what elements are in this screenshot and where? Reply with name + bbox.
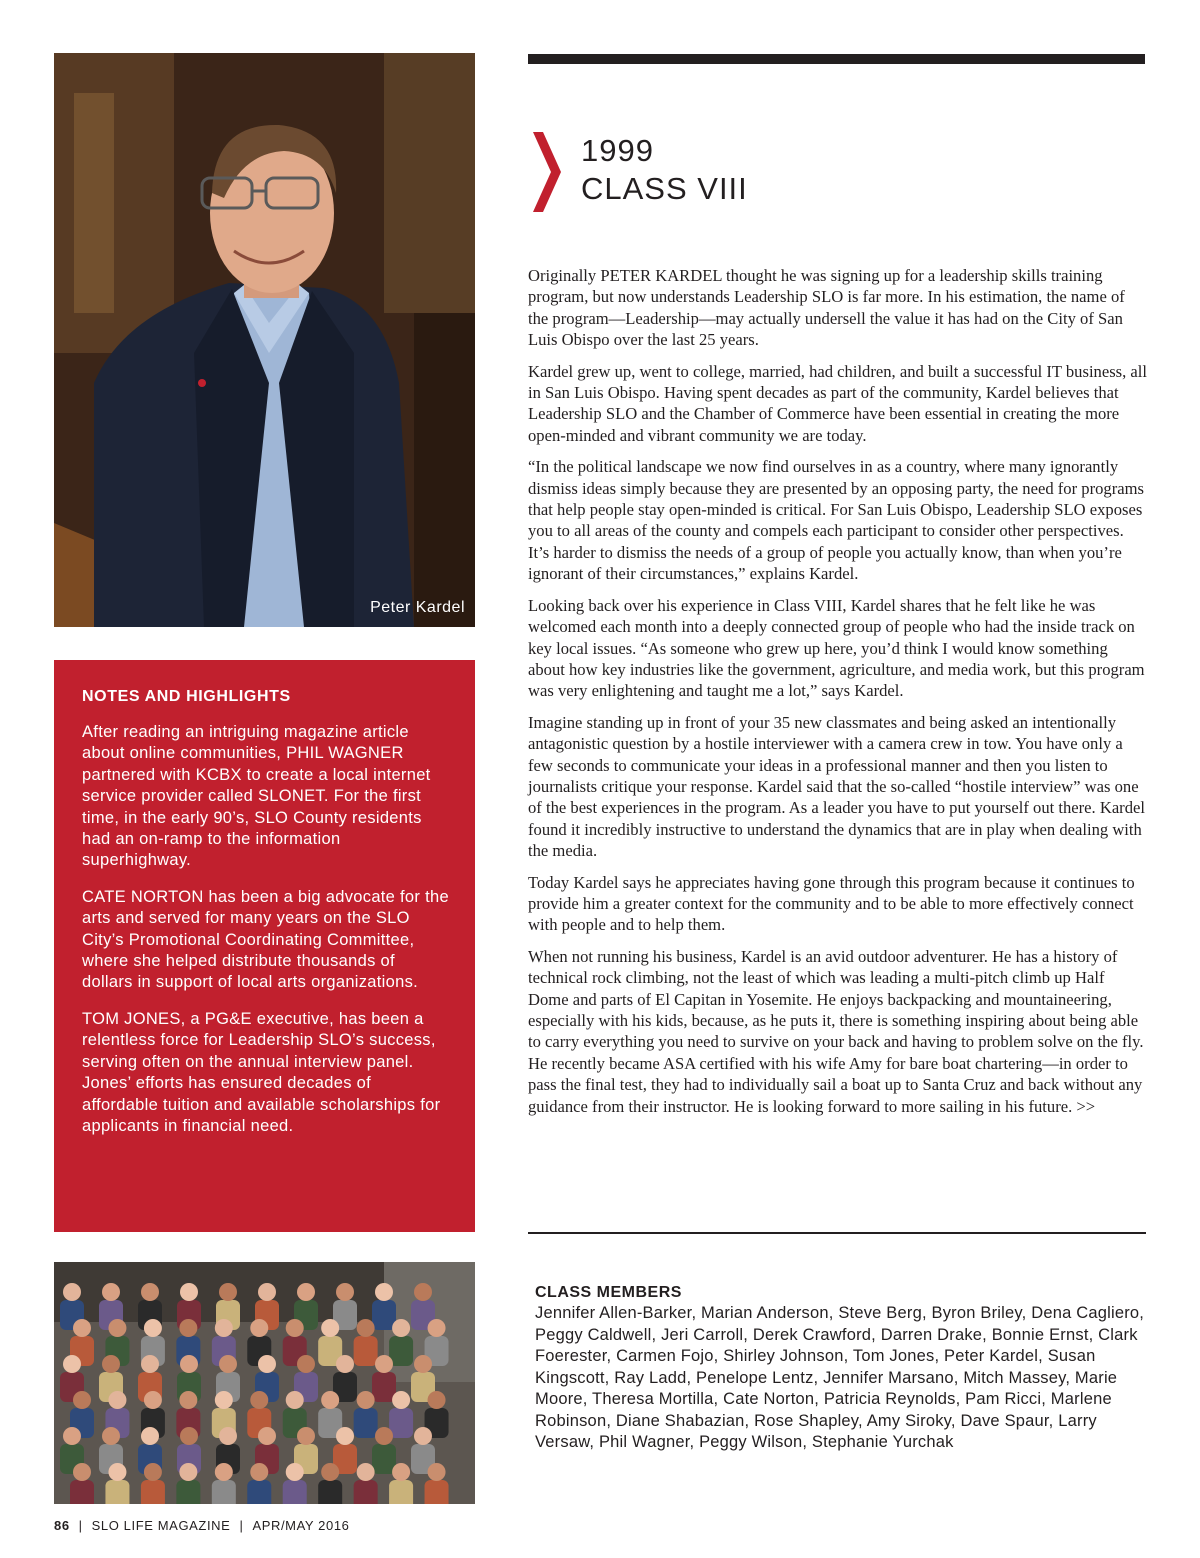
notes-paragraph: After reading an intriguing magazine article about online communities, PHIL WAGNER partnered with KCBX to create a local internet service provider called SLONET. For the first time, in the early 90’s, SLO County residents had an on-ramp to the information superhighway. [82, 723, 431, 870]
article-paragraph: Kardel grew up, went to college, married, had children, and built a successful IT business, all in San Luis Obispo. Having spent decades as part of the community, Kardel believes that Leadership SLO and the Chamber of Commerce have been essential in creating the more open-minded and vibrant community we are today. [528, 361, 1148, 445]
portrait-illustration [54, 53, 475, 627]
group-photo-illustration [54, 1262, 475, 1504]
class-headline [581, 132, 748, 208]
article-paragraph: Originally PETER KARDEL thought he was signing up for a leadership skills training program, but now understands Leadership SLO is far more. In his estimation, the name of the program—Leadership—may actually undersell the value it has had on the City of San Luis Obispo over the last 25 years. [528, 266, 1125, 350]
class-group-photo [54, 1262, 475, 1504]
article-paragraph: “In the political landscape we now find ourselves in as a country, where many ignorantly dismiss ideas simply because they are presented by an opposing party, the need for programs that help people stay open-minded is critical. For San Luis Obispo, Leadership SLO exposes you to all areas of the county and compels each participant to consider other perspectives. It’s harder to dismiss the needs of a group of people you actually know, than when you’re ignorant of their circumstances,” explains Kardel. [528, 457, 1144, 584]
notes-paragraph: CATE NORTON has been a big advocate for the arts and served for many years on the SLO City’s Promotional Coordinating Committee, where she helped distribute thousands of dollars in support of local arts organizations. [82, 887, 449, 992]
notes-heading: NOTES AND HIGHLIGHTS [82, 688, 291, 705]
page-number: 86 [54, 1518, 70, 1533]
article-paragraph: Today Kardel says he appreciates having gone through this program because it continues to provide him a greater context for the community and to be able to more effectively connect with people and to help them. [528, 872, 1135, 935]
top-rule [528, 54, 1145, 64]
page-footer [54, 1518, 349, 1533]
article-body [528, 265, 1148, 1127]
class-number: CLASS VIII [581, 171, 748, 206]
publication-name: SLO LIFE MAGAZINE [91, 1518, 231, 1533]
notes-paragraph: TOM JONES, a PG&E executive, has been a relentless force for Leadership SLO’s success, serving often on the annual interview panel. Jones’ efforts has ensured decades of affordable tuition and available scholarships for applicants in financial need. [82, 1009, 441, 1135]
portrait-photo [54, 53, 475, 627]
notes-highlights-box [54, 660, 475, 1232]
photo-caption: Peter Kardel [370, 599, 465, 616]
class-members-list: Jennifer Allen-Barker, Marian Anderson, Steve Berg, Byron Briley, Dena Cagliero, Peggy Caldwell, Jeri Carroll, Derek Crawford, Darren Drake, Bonnie Ernst, Clark Foerester, Carmen Fojo, Shirley Johnson, Tom Jones, Peter Kardel, Susan Kingscott, Ray Ladd, Penelope Lentz, Jennifer Marsano, Mitch Massey, Marie Moore, Theresa Mortilla, Cate Norton, Patricia Reynolds, Pam Ricci, Marlene Robinson, Diane Shabazian, Rose Shapley, Amy Siroky, Dave Spaur, Larry Versaw, Phil Wagner, Peggy Wilson, Stephanie Yurchak [535, 1304, 1145, 1451]
class-year: 1999 [581, 133, 654, 168]
section-divider [528, 1232, 1146, 1234]
class-members-heading: CLASS MEMBERS [535, 1284, 682, 1301]
article-paragraph: Looking back over his experience in Class VIII, Kardel shares that he felt like he was welcomed each month into a deeply connected group of people who had the inside track on key local issues. “As someone who grew up here, you’d think I would know something about how key industries like the government, agriculture, and media work, but this program was very enlightening and taught me a lot,” says Kardel. [528, 595, 1145, 701]
chevron-right-icon [533, 132, 563, 212]
footer-separator: | [239, 1518, 244, 1533]
article-paragraph: When not running his business, Kardel is an avid outdoor adventurer. He has a history of technical rock climbing, not the least of which was leading a multi-pitch climb up Half Dome and parts of El Capitan in Yosemite. He enjoys backpacking and mountaineering, especially with his kids, because, as he puts it, there is something inspiring about being able to carry everything you need to survive on your back and having to problem solve on the fly. He recently became ASA certified with his wife Amy for bare boat chartering—in order to pass the final test, they had to individually sail a boat up to Santa Cruz and back without any guidance from their instructor. He is looking forward to more sailing in his future. >> [528, 946, 1144, 1116]
class-members-section [535, 1283, 1150, 1454]
issue-date: APR/MAY 2016 [252, 1518, 350, 1533]
article-paragraph: Imagine standing up in front of your 35 new classmates and being asked an intentionally antagonistic question by a hostile interviewer with a camera crew in tow. You have only a few seconds to communicate your ideas in a professional manner and then you listen to journalists critique your response. Kardel said that the so-called “hostile interview” was one of the best experiences in the program. As a leader you have to put yourself out there. Kardel found it incredibly instructive to understand the dynamics that are in play when dealing with the media. [528, 712, 1145, 861]
footer-separator: | [78, 1518, 83, 1533]
